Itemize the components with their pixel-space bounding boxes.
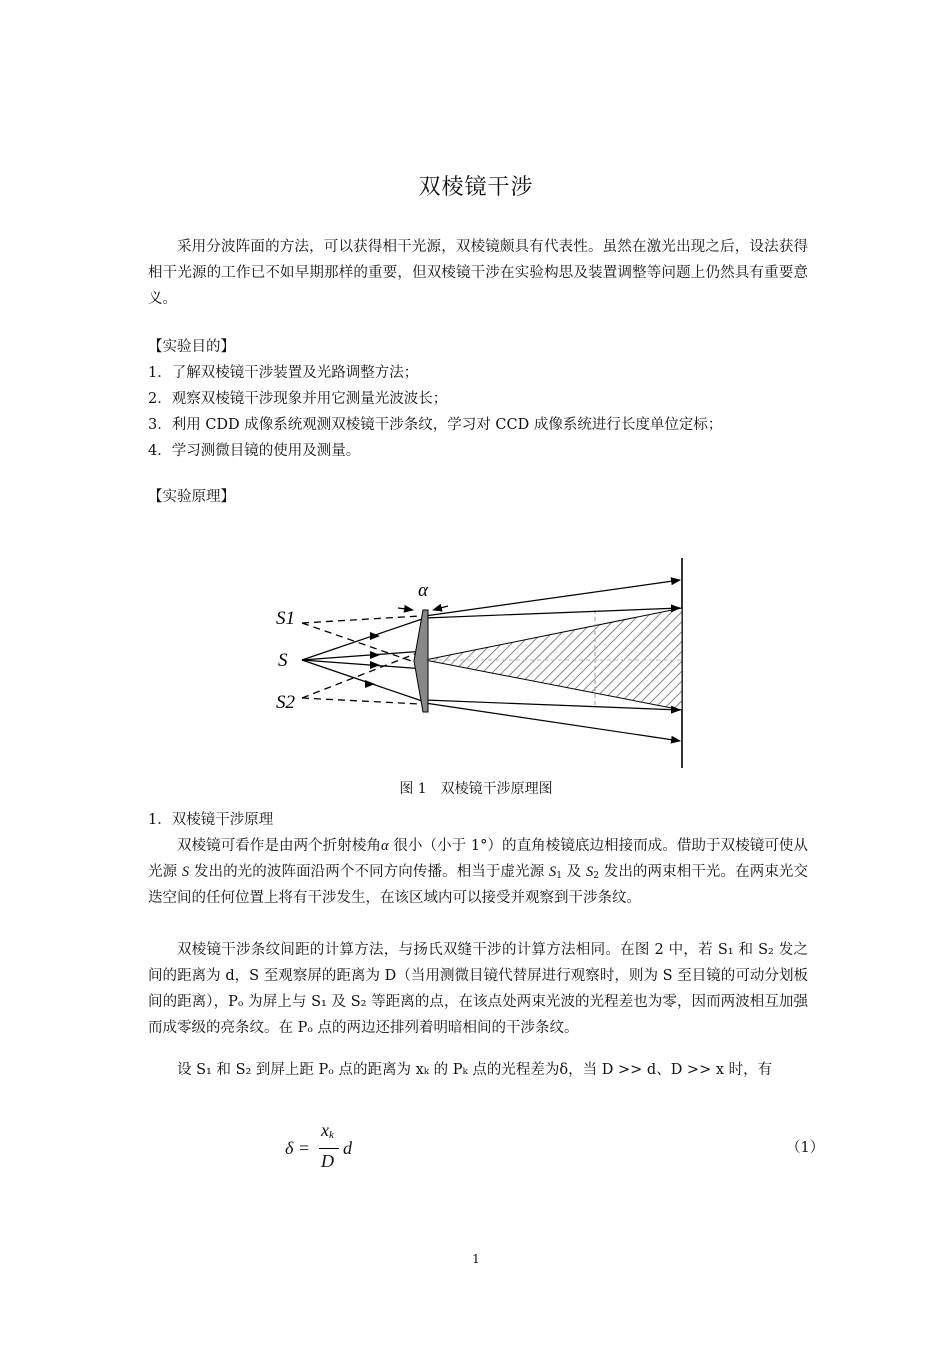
section1-heading: 1．双棱镜干涉原理 [148,812,274,828]
alpha-label: α [418,580,428,601]
s2-label: S2 [276,692,295,713]
upper-outer-ray [425,580,680,616]
objective-item-3: 3．利用 CDD 成像系统观测双棱镜干涉条纹，学习对 CCD 成像系统进行长度单位定标； [148,417,723,433]
section1-paragraph-2: 双棱镜干涉条纹间距的计算方法，与扬氏双缝干涉的计算方法相同。在图 2 中，若 S₁ 和 S₂ 发之间的距离为 d，S 至观察屏的距离为 D（当用测微目镜代替屏进行观察时，则为 S 至目镜的可动分划板间的距离），Pₒ 为屏上与 S₁ 及 S₂ 等距离的点，在该点处两束光波的光程差也为零，因而两波相互加强而成零级的亮条纹。在 Pₒ 点的两边还排列着明暗相间的干涉条纹。 [148,942,808,1036]
incident-ray-lower [302,660,425,702]
equation-1: δ = $x_k$ D d [285,1120,352,1171]
objective-item-1: 1．了解双棱镜干涉装置及光路调整方法； [148,365,419,381]
objective-item-4: 4．学习测微目镜的使用及测量。 [148,443,361,459]
principle-heading: 【实验原理】 [148,489,235,505]
biprism [414,610,428,712]
virtual-ray-s1-b [302,623,420,664]
virtual-ray-s1-a [302,616,420,623]
intro-paragraph: 采用分波阵面的方法，可以获得相干光源，双棱镜颇具有代表性。虽然在激光出现之后，设法获得相干光源的工作已不如早期那样的重要，但双棱镜干涉在实验构思及装置调整等问题上仍然具有重要意义。 [148,239,808,307]
page-number: 1 [472,1252,480,1266]
s1-label: S1 [276,608,295,629]
equation-number: （1） [786,1140,825,1156]
s-label: S [278,650,288,671]
incident-ray-mid-lower [302,660,425,669]
biprism-diagram [260,548,700,773]
equation-lhs: δ = [285,1138,311,1158]
interference-region [425,608,682,710]
equation-trailing: d [343,1138,352,1158]
section1-paragraph-3: 设 S₁ 和 S₂ 到屏上距 Pₒ 点的距离为 xₖ 的 Pₖ 点的光程差为δ，当 D >> d、D >> x 时，有 [177,1062,773,1078]
virtual-ray-s2-b [302,698,420,704]
page-title: 双棱镜干涉 [418,175,534,200]
equation-numerator: x [321,1120,329,1140]
equation-denominator: D [321,1151,334,1171]
section1-paragraph-1: 双棱镜可看作是由两个折射棱角α 很小（小于 1°）的直角棱镜底边相接而成。借助于双棱镜可使从光源 S 发出的光的波阵面沿两个不同方向传播。相当于虚光源 $S_1$ 及 $S_2$ 发出的两束相干光。在两束光交迭空间的任何位置上将有干涉发生，在该区域内可以接受并观察到干涉条纹。 [148,838,809,906]
incident-ray-upper [302,618,425,660]
objective-item-2: 2．观察双棱镜干涉现象并用它测量光波波长； [148,391,448,407]
objectives-heading: 【实验目的】 [148,339,235,355]
figure-caption: 图 1 双棱镜干涉原理图 [399,781,553,797]
